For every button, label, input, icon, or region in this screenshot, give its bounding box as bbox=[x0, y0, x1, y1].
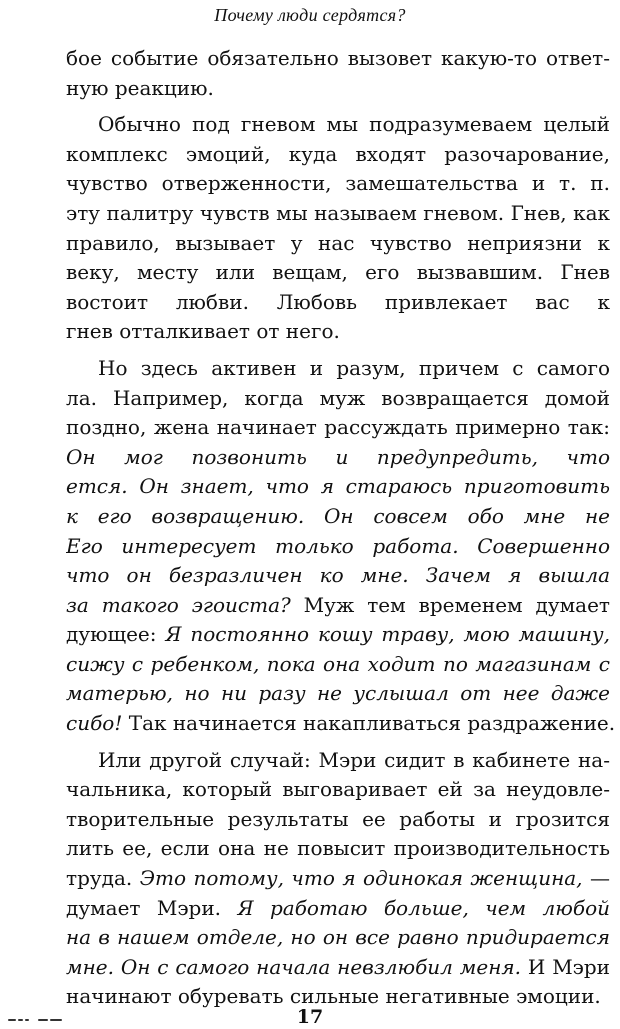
text-line bbox=[66, 679, 610, 709]
text-segment: Обычно под гневом мы подразумеваем целый bbox=[98, 112, 610, 137]
italic-segment: к его возвращению. Он совсем обо мне не bbox=[66, 503, 610, 528]
italic-segment: матерью, но ни разу не услышал от нее даже bbox=[66, 681, 610, 706]
text-segment: чальника, который выговаривает ей за неудовле- bbox=[66, 777, 610, 802]
text-segment: Муж тем временем думает bbox=[303, 592, 610, 617]
text-line bbox=[66, 709, 616, 739]
italic-segment: Я постоянно кошу траву, мою машину, bbox=[165, 622, 610, 647]
text-line bbox=[66, 317, 610, 347]
text-line bbox=[66, 894, 610, 924]
italic-segment: сибо! bbox=[66, 711, 123, 736]
text-line bbox=[66, 953, 610, 983]
text-line bbox=[66, 834, 610, 864]
text-segment: поздно, жена начинает рассуждать примерно так: bbox=[66, 415, 610, 440]
scan-smudge bbox=[8, 1018, 76, 1023]
text-line bbox=[66, 413, 610, 443]
text-segment: эту палитру чувств мы называем гневом. Гнев, как bbox=[66, 200, 610, 225]
text-segment: И Мэри bbox=[520, 954, 610, 979]
text-segment: бое событие обязательно вызовет какую-то ответ- bbox=[66, 46, 610, 70]
text-line bbox=[66, 44, 610, 74]
text-segment: комплекс эмоций, куда входят разочарование, bbox=[66, 141, 610, 166]
italic-segment: мне. Он с самого начала невзлюбил меня. bbox=[66, 954, 521, 979]
text-segment: востоит любви. Любовь привлекает вас к bbox=[66, 289, 610, 314]
paragraph-gap bbox=[66, 347, 610, 354]
paragraph-gap bbox=[66, 103, 610, 110]
text-line bbox=[66, 864, 610, 894]
text-segment: правило, вызывает у нас чувство неприязни к bbox=[66, 230, 610, 255]
italic-segment: Это потому, что я одинокая женщина, bbox=[139, 866, 583, 891]
text-line bbox=[66, 140, 610, 170]
text-segment: творительные результаты ее работы и грозится bbox=[66, 806, 610, 831]
text-line bbox=[66, 775, 610, 805]
italic-segment: ется. Он знает, что я стараюсь приготовить bbox=[66, 474, 610, 499]
text-segment: думает Мэри. bbox=[66, 895, 238, 920]
text-segment: начинают обуревать сильные негативные эмоции. bbox=[66, 984, 601, 1009]
text-line bbox=[66, 650, 610, 680]
italic-segment: Я работаю больше, чем любой bbox=[237, 895, 610, 920]
text-segment: чувство отверженности, замешательства и т. п. bbox=[66, 171, 610, 196]
text-line bbox=[66, 229, 610, 259]
text-line bbox=[66, 169, 610, 199]
italic-segment: на в нашем отделе, но он все равно придирается bbox=[66, 925, 610, 950]
paragraph bbox=[66, 110, 610, 347]
text-line bbox=[66, 502, 610, 532]
text-segment: Или другой случай: Мэри сидит в кабинете на- bbox=[98, 747, 610, 772]
text-segment: дующее: bbox=[66, 622, 166, 647]
text-segment: труда. bbox=[66, 866, 140, 891]
paragraph bbox=[66, 354, 616, 739]
text-line bbox=[66, 532, 610, 562]
italic-segment: Он мог позвонить и предупредить, что bbox=[66, 444, 610, 469]
text-line bbox=[66, 620, 610, 650]
text-line bbox=[66, 591, 610, 621]
text-line bbox=[66, 110, 610, 140]
paragraph-gap bbox=[66, 739, 610, 746]
text-segment: ла. Например, когда муж возвращается домой bbox=[66, 385, 610, 410]
body-text bbox=[66, 44, 616, 1012]
text-line bbox=[66, 258, 610, 288]
text-line bbox=[66, 74, 610, 104]
text-segment: гнев отталкивает от него. bbox=[66, 319, 340, 344]
italic-segment: что он безразличен ко мне. Зачем я вышла bbox=[66, 563, 610, 588]
text-line bbox=[66, 923, 610, 953]
italic-segment: сижу с ребенком, пока она ходит по магазинам с bbox=[66, 651, 610, 676]
text-line bbox=[66, 384, 610, 414]
text-line bbox=[66, 288, 610, 318]
text-line bbox=[66, 443, 610, 473]
paragraph bbox=[66, 44, 610, 103]
text-line bbox=[66, 561, 610, 591]
running-head: Почему люди сердятся? bbox=[214, 5, 406, 25]
text-line bbox=[66, 805, 610, 835]
text-line bbox=[66, 199, 610, 229]
text-line bbox=[66, 746, 610, 776]
page-number: 17 bbox=[296, 1006, 324, 1028]
text-segment: веку, месту или вещам, его вызвавшим. Гнев bbox=[66, 260, 610, 285]
text-segment: Так начинается накапливаться раздражение. bbox=[122, 711, 616, 736]
text-segment: лить ее, если она не повысит производительность bbox=[66, 836, 610, 861]
text-segment: Но здесь активен и разум, причем с самого bbox=[98, 355, 610, 380]
italic-segment: за такого эгоиста? bbox=[66, 592, 291, 617]
paragraph bbox=[66, 746, 610, 1012]
italic-segment: Его интересует только работа. Совершенно bbox=[66, 533, 610, 558]
text-segment: — bbox=[582, 866, 610, 891]
text-line bbox=[66, 472, 610, 502]
text-segment: ную реакцию. bbox=[66, 75, 214, 100]
text-line bbox=[66, 354, 610, 384]
